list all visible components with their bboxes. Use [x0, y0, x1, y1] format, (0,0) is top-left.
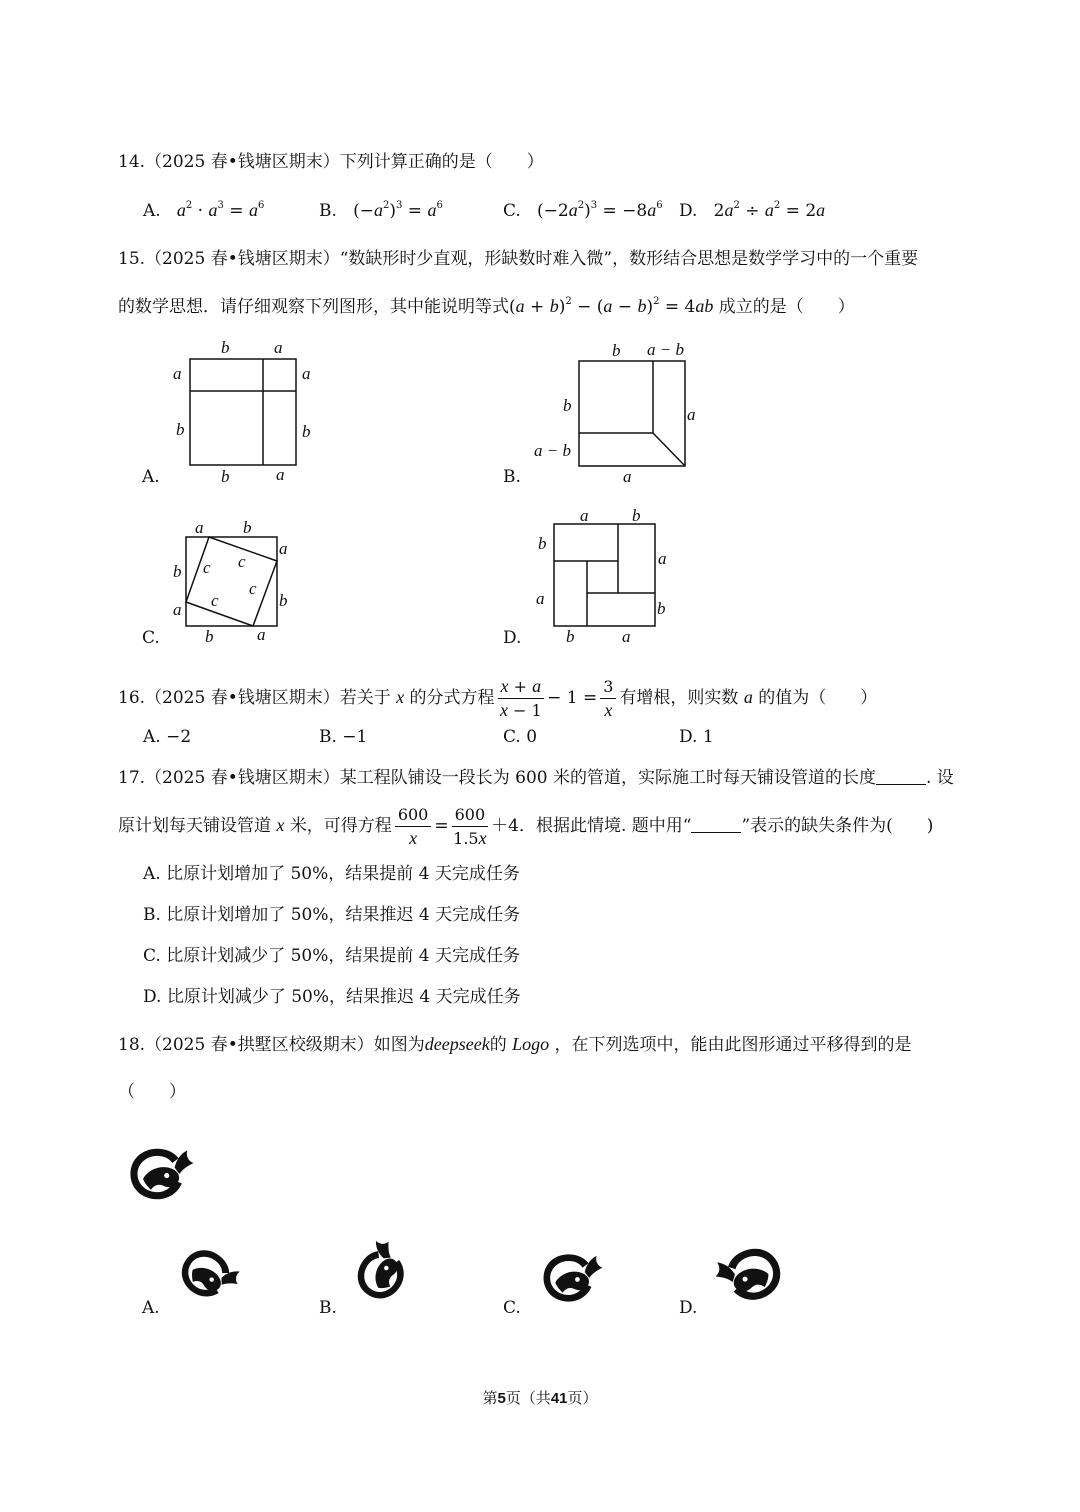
svg-text:a: a — [687, 405, 696, 424]
q14-option-a: A. $a^2 \cdot a^3 = a^6$ — [143, 200, 265, 221]
svg-text:b: b — [176, 420, 185, 439]
page-number: 5 — [497, 1390, 506, 1407]
q18-label-c: C. — [503, 1298, 521, 1318]
q18-logo-original — [125, 1144, 199, 1204]
q18-label-b: B. — [319, 1298, 337, 1318]
svg-text:b: b — [302, 422, 311, 441]
q18-line2: （ ） — [118, 1082, 186, 1102]
q17-line2: 原计划每天铺设管道 x 米，可得方程 $\frac{600}{x}$ = $\frac{600}{1.5x}$ ＋4．根据此情境. 题中用“ ”表示的缺失条件为( ) — [118, 804, 934, 848]
svg-text:a: a — [622, 627, 631, 646]
q15-figure-d — [530, 505, 680, 650]
svg-text:a: a — [536, 589, 545, 608]
svg-text:a − b: a − b — [647, 340, 684, 359]
q15-figure-c — [165, 515, 295, 645]
svg-text:b: b — [538, 534, 547, 553]
q18-option-a-figure — [178, 1243, 240, 1309]
q14-stem: 14.（2025 春•钱塘区期末）下列计算正确的是（ ） — [118, 152, 544, 172]
q15-line2: 的数学思想．请仔细观察下列图形，其中能说明等式$(a + b)^2 - (a - b)^2 = 4ab$ 成立的是（ ） — [118, 296, 855, 317]
svg-text:c: c — [211, 591, 219, 610]
q16-option-b: B. −1 — [319, 727, 368, 747]
q15-line1: 15.（2025 春•钱塘区期末）“数缺形时少直观，形缺数时难入微”，数形结合思想是数学学习中的一个重要 — [118, 249, 919, 269]
q16-option-d: D. 1 — [679, 727, 714, 747]
q18-option-c-figure — [540, 1250, 606, 1306]
q15-label-d: D. — [503, 628, 522, 648]
svg-text:b: b — [173, 562, 182, 581]
q17-option-d: D. 比原计划减少了 50%，结果推迟 4 天完成任务 — [143, 987, 521, 1007]
svg-text:b: b — [279, 591, 288, 610]
svg-text:a: a — [276, 465, 285, 484]
q17-option-c: C. 比原计划减少了 50%，结果提前 4 天完成任务 — [143, 946, 521, 966]
svg-text:a: a — [658, 549, 667, 568]
q16-option-c: C. 0 — [503, 727, 538, 747]
q14-option-b: B. $(-a^2)^3 = a^6$ — [319, 200, 443, 221]
svg-text:c: c — [203, 558, 211, 577]
svg-text:a: a — [623, 467, 632, 486]
q15-label-c: C. — [142, 628, 160, 648]
q18-line1: 18.（2025 春•拱墅区校级期末）如图为deepseek的 Logo ，在下列选项中，能由此图形通过平移得到的是 — [118, 1034, 912, 1055]
svg-text:a: a — [173, 364, 182, 383]
page-total: 41 — [550, 1390, 568, 1407]
svg-text:a: a — [302, 364, 311, 383]
svg-text:b: b — [657, 599, 666, 618]
q16-option-a: A. −2 — [143, 727, 192, 747]
svg-text:b: b — [563, 396, 572, 415]
q15-label-b: B. — [503, 467, 521, 487]
q14-option-c: C. $(-2a^2)^3 = -8a^6$ — [503, 200, 663, 221]
q18-option-d-figure — [714, 1246, 784, 1306]
svg-text:b: b — [221, 338, 230, 357]
svg-text:a: a — [580, 506, 589, 525]
svg-text:c: c — [238, 552, 246, 571]
q18-label-d: D. — [679, 1298, 698, 1318]
svg-text:b: b — [566, 627, 575, 646]
svg-text:b: b — [205, 627, 214, 645]
svg-text:a: a — [274, 338, 283, 357]
q15-label-a: A. — [142, 467, 160, 487]
svg-text:b: b — [632, 506, 641, 525]
q16-stem: 16.（2025 春•钱塘区期末）若关于 x 的分式方程 $\frac{x + a}{x - 1}$ − 1 = $\frac{3}{x}$ 有增根，则实数 a 的值为（ ） — [118, 676, 878, 720]
svg-text:a: a — [173, 600, 182, 619]
q17-option-a: A. 比原计划增加了 50%，结果提前 4 天完成任务 — [143, 864, 520, 884]
q17-line1: 17.（2025 春•钱塘区期末）某工程队铺设一段长为 600 米的管道，实际施工时每天铺设管道的长度 . 设 — [118, 768, 954, 788]
q18-label-a: A. — [142, 1298, 160, 1318]
svg-text:a: a — [195, 518, 204, 537]
svg-text:b: b — [612, 341, 621, 360]
svg-text:b: b — [221, 467, 230, 486]
svg-text:a − b: a − b — [534, 441, 571, 460]
q17-option-b: B. 比原计划增加了 50%，结果推迟 4 天完成任务 — [143, 905, 521, 925]
q15-figure-b — [530, 335, 710, 490]
svg-text:b: b — [243, 518, 252, 537]
svg-text:a: a — [257, 625, 266, 644]
svg-text:c: c — [249, 579, 257, 598]
q18-option-b-figure — [352, 1238, 414, 1304]
page-footer: 第5页（共41页） — [482, 1389, 598, 1407]
q14-option-d: D. $2a^2 \div a^2 = 2a$ — [679, 200, 826, 221]
q15-figure-a — [160, 332, 330, 492]
svg-text:a: a — [279, 539, 288, 558]
